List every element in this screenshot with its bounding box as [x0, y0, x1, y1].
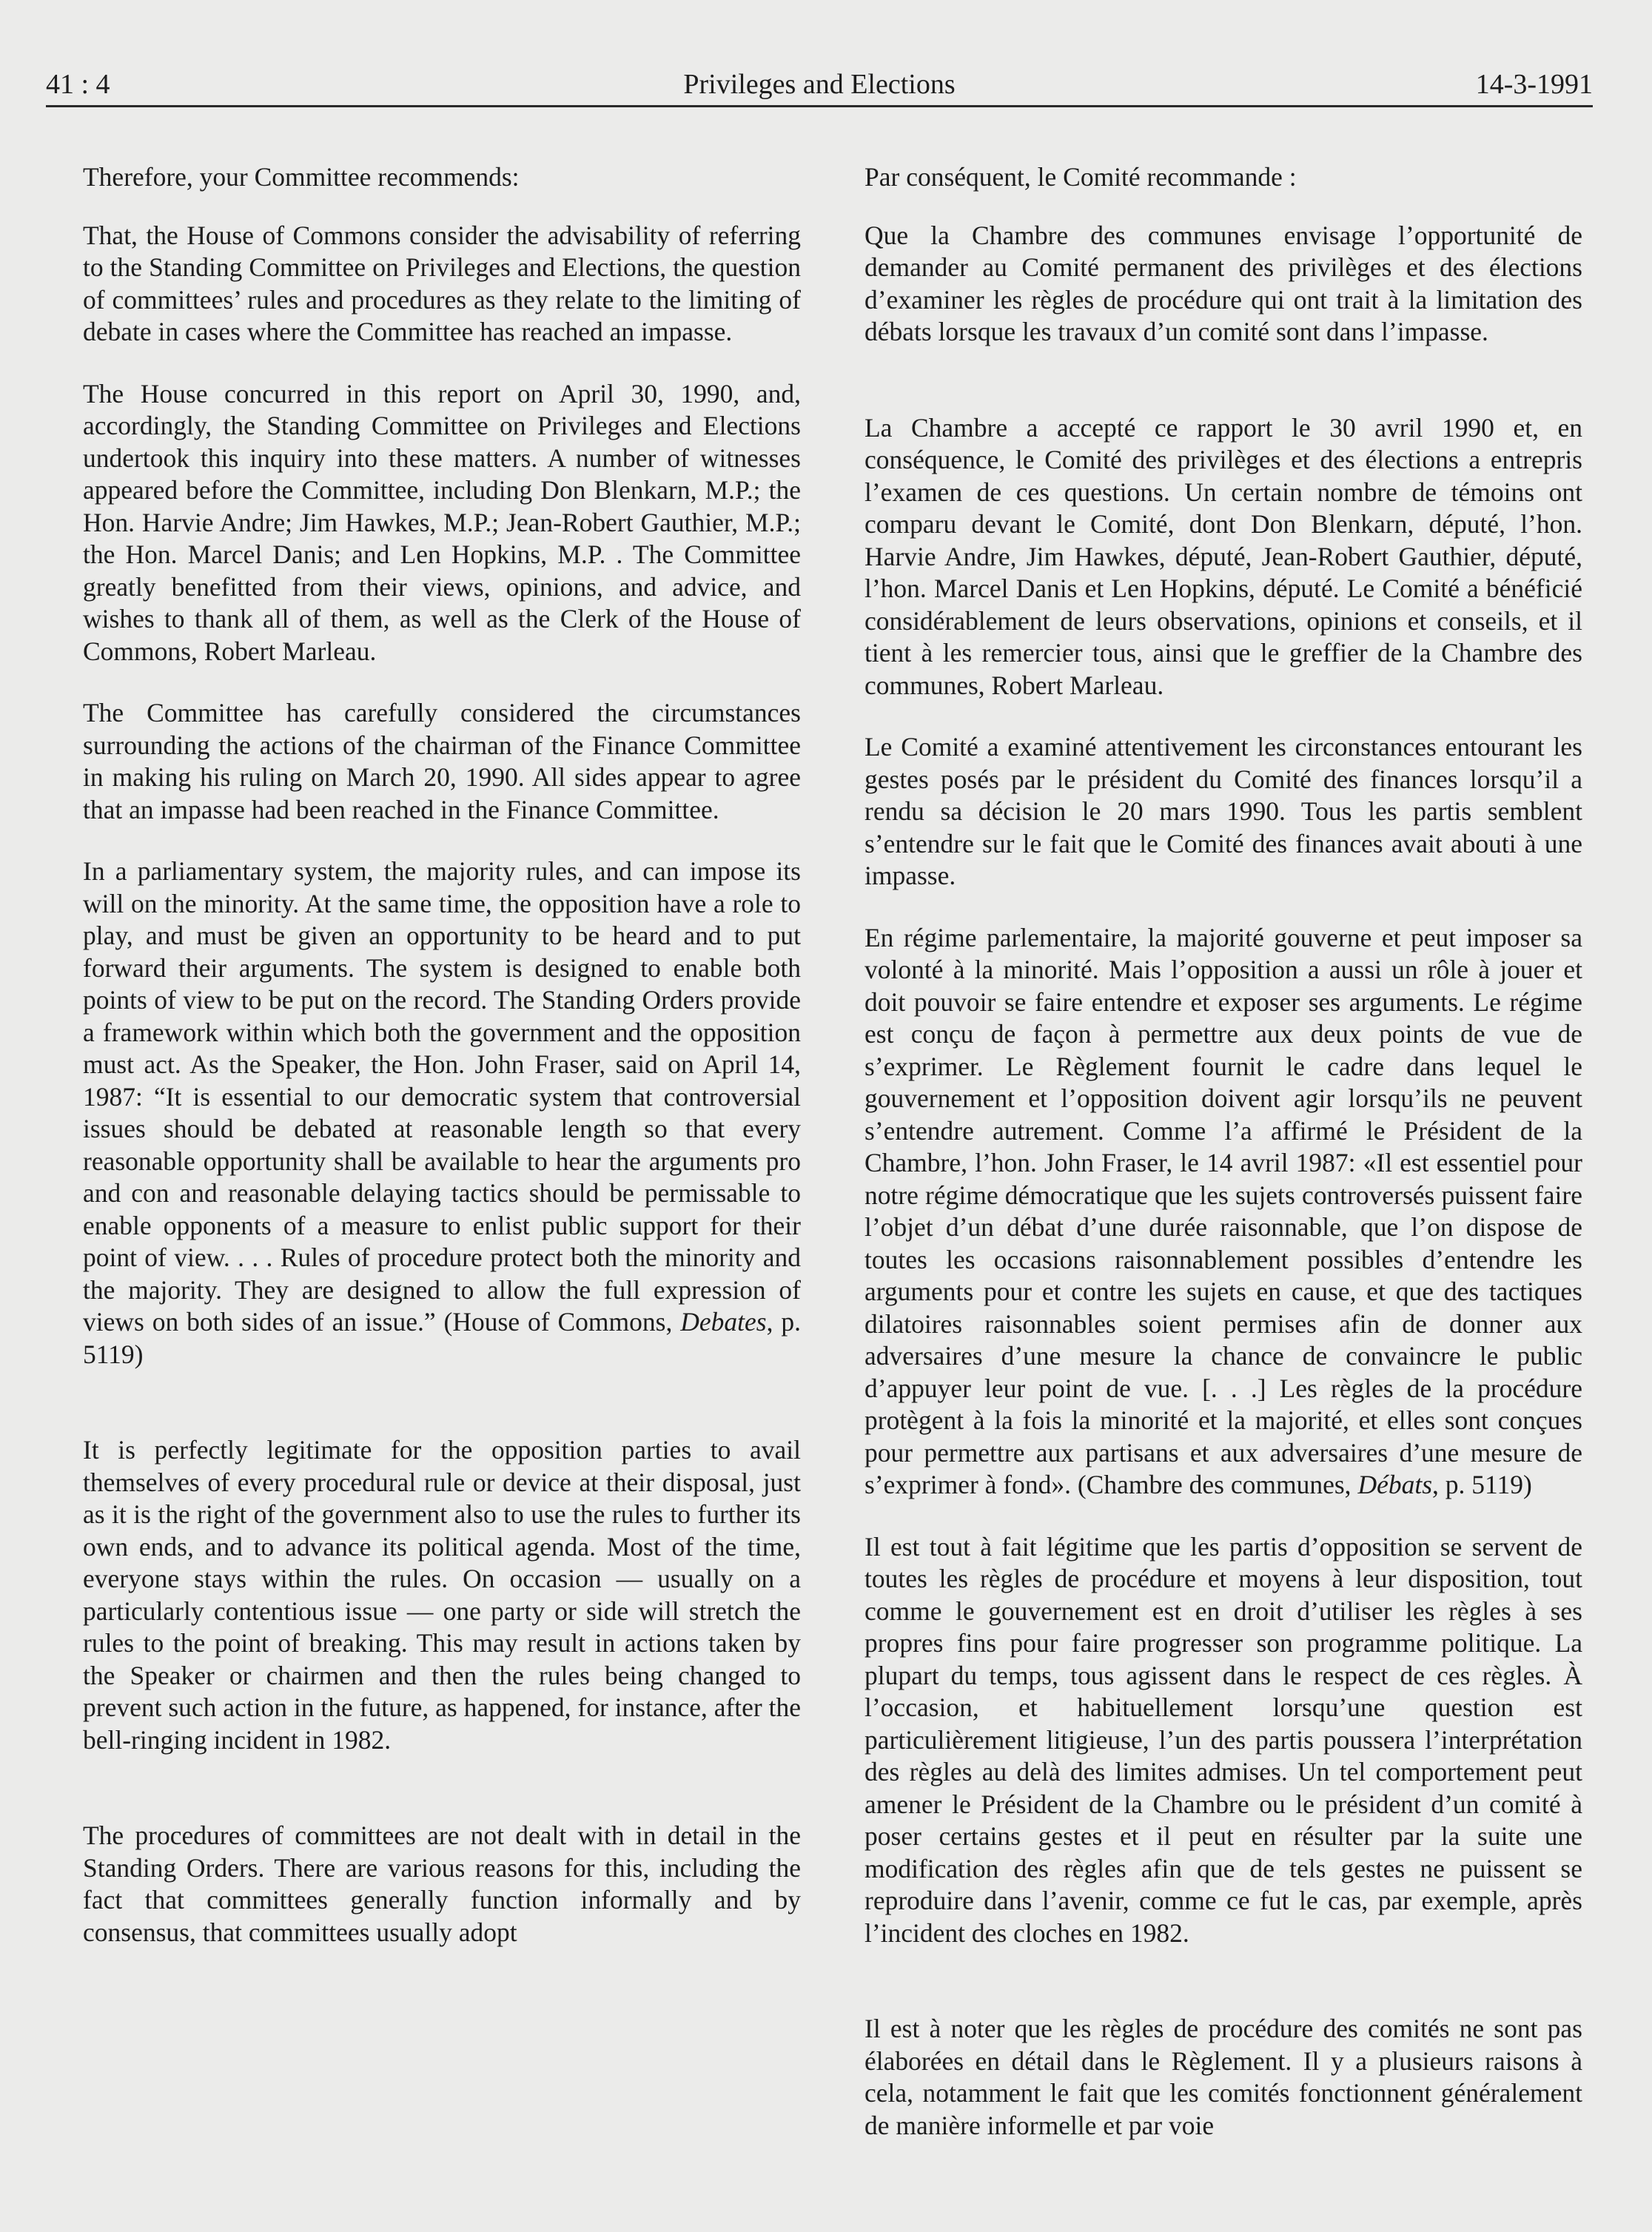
- paragraph: Que la Chambre des communes envisage l’opportunité de demander au Comité permanent des privilèges et des élections d’examiner les règles de procédure qui ont trait à la limitation des débats lorsque les travaux d’un comité sont dans l’impasse.: [864, 220, 1582, 346]
- paragraph: Le Comité a examiné attentivement les circonstances entourant les gestes posés par le président du Comité des finances lorsqu’il a rendu sa décision le 20 mars 1990. Tous les partis semblent s’entendre sur le fait que le Comité des finances avait abouti à une impasse.: [864, 732, 1582, 890]
- paragraph-text: , p. 5119): [1432, 1470, 1532, 1499]
- paragraph: Il est à noter que les règles de procédure des comités ne sont pas élaborées en détail dans le Règlement. Il y a plusieurs raisons à cela, notamment le fait que les comités fonctionnent généralement de manière informelle et par voie: [864, 2014, 1582, 2140]
- citation-italic: Débats: [1357, 1470, 1433, 1499]
- header-date: 14-3-1991: [1475, 69, 1593, 100]
- page-header: [46, 62, 1593, 107]
- paragraph: Par conséquent, le Comité recommande :: [864, 162, 1297, 192]
- page-number: 41 : 4: [46, 69, 110, 100]
- paragraph: The procedures of committees are not dealt with in detail in the Standing Orders. There are various reasons for this, including the fact that committees generally function informally and by consensus, that committees usually adopt: [83, 1821, 801, 1947]
- paragraph: The House concurred in this report on April 30, 1990, and, accordingly, the Standing Committee on Privileges and Elections undertook this inquiry into these matters. A number of witnesses appeared before the Committee, including Don Blenkarn, M.P.; the Hon. Harvie Andre; Jim Hawkes, M.P.; Jean-Robert Gauthier, M.P.; the Hon. Marcel Danis; and Len Hopkins, M.P. . The Committee greatly benefitted from their views, opinions, and advice, and wishes to thank all of them, as well as the Clerk of the House of Commons, Robert Marleau.: [83, 378, 801, 666]
- paragraph-text: , p. 5119): [83, 1307, 802, 1369]
- french-column: [864, 161, 1582, 2142]
- paragraph: Therefore, your Committee recommends:: [83, 162, 520, 192]
- paragraph: [83, 856, 801, 1371]
- paragraph: The Committee has carefully considered the circumstances surrounding the actions of the chairman of the Finance Committee in making his ruling on March 20, 1990. All sides appear to agree that an impasse had been reached in the Finance Committee.: [83, 698, 801, 824]
- paragraph-text: En régime parlementaire, la majorité gouverne et peut imposer sa volonté à la minorité. Mais l’opposition a aussi un rôle à jouer et doit pouvoir se faire entendre et exposer ses arguments. Le régime est conçu de façon à permettre aux deux points de vue de s’exprimer. Le Règlement fournit le cadre dans lequel le gouvernement et l’opposition doivent agir lorsqu’ils ne peuvent s’entendre autrement. Comme l’a affirmé le Président de la Chambre, l’hon. John Fraser, le 14 avril 1987: «Il est essentiel pour notre régime démocratique que les sujets controversés puissent faire l’objet d’un débat d’une durée raisonnable, que l’on dispose de toutes les occasions raisonnablement possibles d’entendre les arguments pour et contre les sujets en cause, et que des tactiques dilatoires raisonnables soient permises afin de donner aux adversaires d’une mesure la chance de convaincre le public d’appuyer leur point de vue. [. . .] Les règles de la procédure protègent à la fois la minorité et la majorité, et elles sont conçues pour permettre aux partisans et aux adversaires d’une mesure de s’exprimer à fond». (Chambre des communes,: [864, 922, 1582, 1499]
- running-title: Privileges and Elections: [683, 69, 956, 100]
- citation-italic: Debates: [680, 1307, 767, 1337]
- paragraph: La Chambre a accepté ce rapport le 30 avril 1990 et, en conséquence, le Comité des privilèges et des élections a entrepris l’examen de ces questions. Un certain nombre de témoins ont comparu devant le Comité, dont Don Blenkarn, député, l’hon. Harvie Andre, Jim Hawkes, député, Jean-Robert Gauthier, député, l’hon. Marcel Danis et Len Hopkins, député. Le Comité a bénéficié considérablement de leurs observations, opinions et conseils, et il tient à les remercier tous, ainsi que le greffier de la Chambre des communes, Robert Marleau.: [864, 412, 1582, 700]
- paragraph: That, the House of Commons consider the advisability of referring to the Standing Committee on Privileges and Elections, the question of committees’ rules and procedures as they relate to the limiting of debate in cases where the Committee has reached an impasse.: [83, 220, 801, 346]
- paragraph: [864, 922, 1582, 1502]
- paragraph: It is perfectly legitimate for the opposition parties to avail themselves of every procedural rule or device at their disposal, just as it is the right of the government also to use the rules to further its own ends, and to advance its political agenda. Most of the time, everyone stays within the rules. On occasion — usually on a particularly contentious issue — one party or side will stretch the rules to the point of breaking. This may result in actions taken by the Speaker or chairmen and then the rules being changed to prevent such action in the future, as happened, for instance, after the bell-ringing incident in 1982.: [83, 1435, 801, 1755]
- paragraph-text: In a parliamentary system, the majority rules, and can impose its will on the minority. At the same time, the opposition have a role to play, and must be given an opportunity to be heard and to put forward their arguments. The system is designed to enable both points of view to be put on the record. The Standing Orders provide a framework within which both the government and the opposition must act. As the Speaker, the Hon. John Fraser, said on April 14, 1987: “It is essential to our democratic system that controversial issues should be debated at reasonable length so that every reasonable opportunity shall be available to hear the arguments pro and con and reasonable delaying tactics should be permissable to enable opponents of a measure to enlist public support for their point of view. . . . Rules of procedure protect both the minority and the majority. They are designed to allow the full expression of views on both sides of an issue.” (House of Commons,: [83, 856, 801, 1337]
- english-column: [83, 161, 801, 1949]
- paragraph: Il est tout à fait légitime que les partis d’opposition se servent de toutes les règles de procédure et moyens à leur disposition, tout comme le gouvernement est en droit d’utiliser les règles à ses propres fins pour faire progresser son programme politique. La plupart du temps, tous agissent dans le respect de ces règles. À l’occasion, et habituellement lorsqu’une question est particulièrement litigieuse, l’un des partis poussera l’interprétation des règles au delà des limites admises. Un tel comportement peut amener le Président de la Chambre ou le président d’un comité à poser certains gestes et il peut en résulter par la suite une modification des règles afin que de tels gestes ne puissent se reproduire dans l’avenir, comme ce fut le cas, par exemple, après l’incident des cloches en 1982.: [864, 1531, 1582, 1948]
